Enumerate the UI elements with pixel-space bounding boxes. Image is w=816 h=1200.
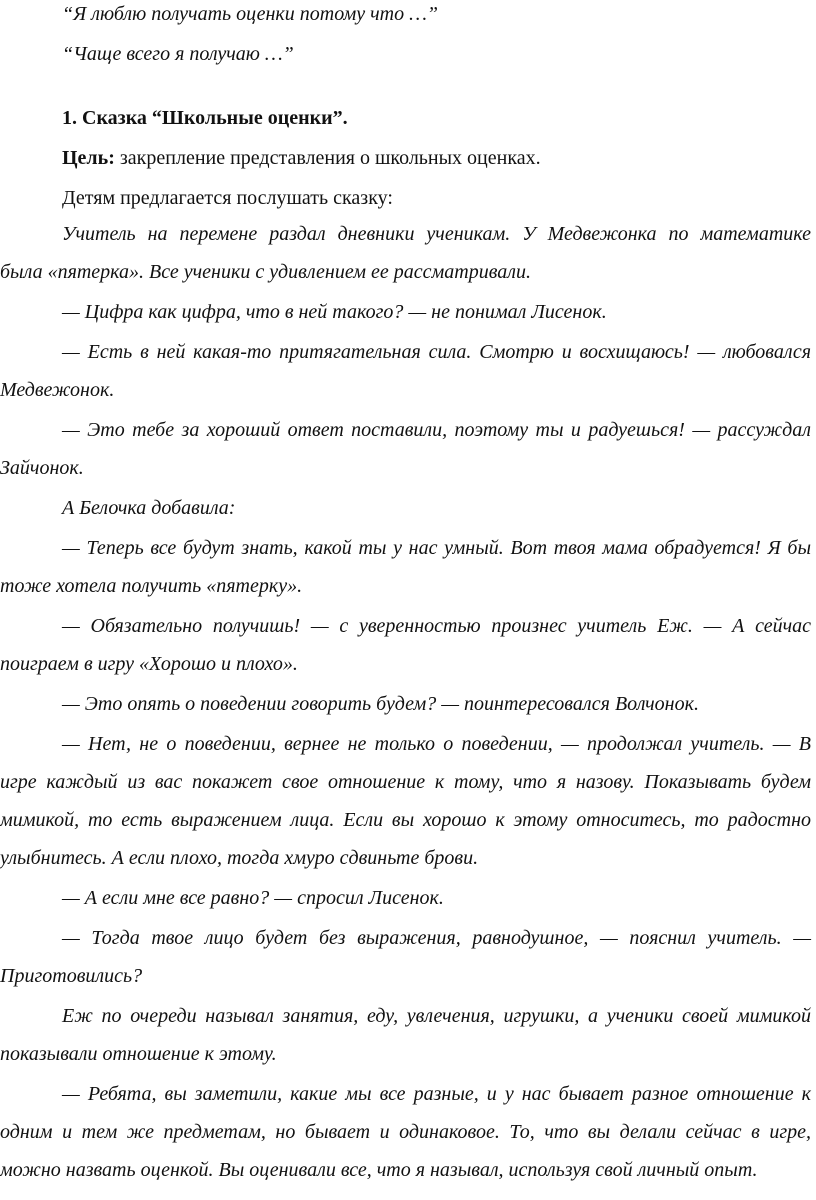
story-line: — Нет, не о поведении, вернее не только о поведении, — продолжал учитель. — В <box>62 733 811 755</box>
story-line: была «пятерка». Все ученики с удивлением ее рассматривали. <box>0 261 531 283</box>
story-line: можно назвать оценкой. Вы оценивали все, что я называл, используя свой личный опыт. <box>0 1159 758 1181</box>
story-line: показывали отношение к этому. <box>0 1043 277 1065</box>
story-line: Приготовились? <box>0 965 143 987</box>
story-line: — Есть в ней какая-то притягательная сила. Смотрю и восхищаюсь! — любовался <box>62 341 811 363</box>
story-line: — Это тебе за хороший ответ поставили, поэтому ты и радуешься! — рассуждал <box>62 419 811 441</box>
story-line: Зайчонок. <box>0 457 84 479</box>
story-line: улыбнитесь. А если плохо, тогда хмуро сдвиньте брови. <box>0 847 479 869</box>
story-line: — А если мне все равно? — спросил Лисенок. <box>62 887 444 909</box>
goal-label: Цель: <box>62 147 115 169</box>
story-line: Учитель на перемене раздал дневники ученикам. У Медвежонка по математике <box>62 223 811 245</box>
story-line: поиграем в игру «Хорошо и плохо». <box>0 653 298 675</box>
goal-line <box>0 144 816 172</box>
story-line: — Обязательно получишь! — с уверенностью произнес учитель Еж. — А сейчас <box>62 615 811 637</box>
story-line: игре каждый из вас покажет свое отношение к тому, что я назову. Показывать будем <box>0 771 811 793</box>
story-line: — Тогда твое лицо будет без выражения, равнодушное, — пояснил учитель. — <box>62 927 811 949</box>
story-line: Еж по очереди называл занятия, еду, увлечения, игрушки, а ученики своей мимикой <box>62 1005 811 1027</box>
story-line: мимикой, то есть выражением лица. Если вы хорошо к этому относитесь, то радостно <box>0 809 811 831</box>
story-line: — Это опять о поведении говорить будем? — поинтересовался Волчонок. <box>62 693 699 715</box>
story-line: — Цифра как цифра, что в ней такого? — не понимал Лисенок. <box>62 301 607 323</box>
goal-text: закрепление представления о школьных оценках. <box>114 147 541 169</box>
story-line: — Ребята, вы заметили, какие мы все разные, и у нас бывает разное отношение к <box>62 1083 811 1105</box>
section-heading: 1. Сказка “Школьные оценки”. <box>62 107 348 129</box>
story-line: — Теперь все будут знать, какой ты у нас умный. Вот твоя мама обрадуется! Я бы <box>62 537 811 559</box>
prompt-line-2: “Чаще всего я получаю …” <box>62 43 294 65</box>
prompt-line-1: “Я люблю получать оценки потому что …” <box>62 3 438 25</box>
story-line: одним и тем же предметам, но бывает и одинаковое. То, что вы делали сейчас в игре, <box>0 1121 811 1143</box>
story-line: Медвежонок. <box>0 379 115 401</box>
intro-line: Детям предлагается послушать сказку: <box>62 187 393 209</box>
story-line: А Белочка добавила: <box>62 497 236 519</box>
story-line: тоже хотела получить «пятерку». <box>0 575 303 597</box>
